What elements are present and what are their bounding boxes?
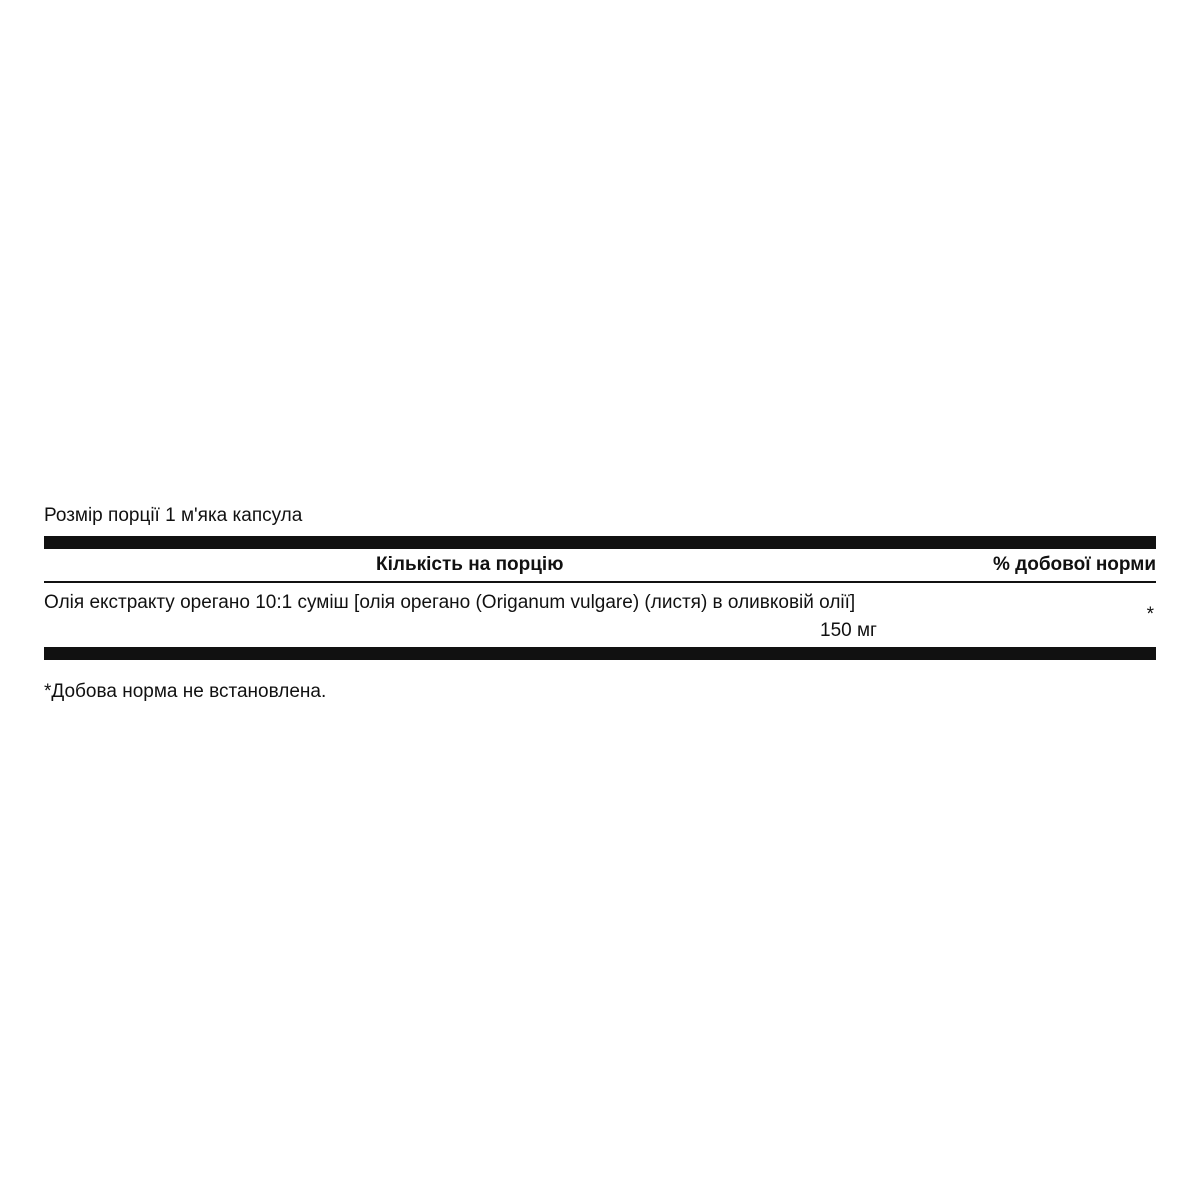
thick-divider-bottom: [44, 647, 1156, 660]
ingredient-name: Олія екстракту орегано 10:1 суміш [олія орегано (Origanum vulgare) (листя) в оливковій олії]: [44, 592, 856, 613]
thick-divider-top: [44, 536, 1156, 549]
daily-value-label: % добової норми: [992, 554, 1156, 575]
amount-per-serving-label: Кількість на порцію: [376, 554, 564, 575]
supplement-facts-panel: [44, 500, 1156, 660]
footnote: *Добова норма не встановлена.: [44, 681, 327, 702]
ingredient-daily-value: *: [1146, 604, 1154, 625]
table-row: [44, 583, 1156, 647]
ingredient-amount: 150 мг: [820, 620, 877, 641]
serving-size: Розмір порції 1 м'яка капсула: [44, 505, 303, 526]
table-header: [44, 549, 1156, 581]
